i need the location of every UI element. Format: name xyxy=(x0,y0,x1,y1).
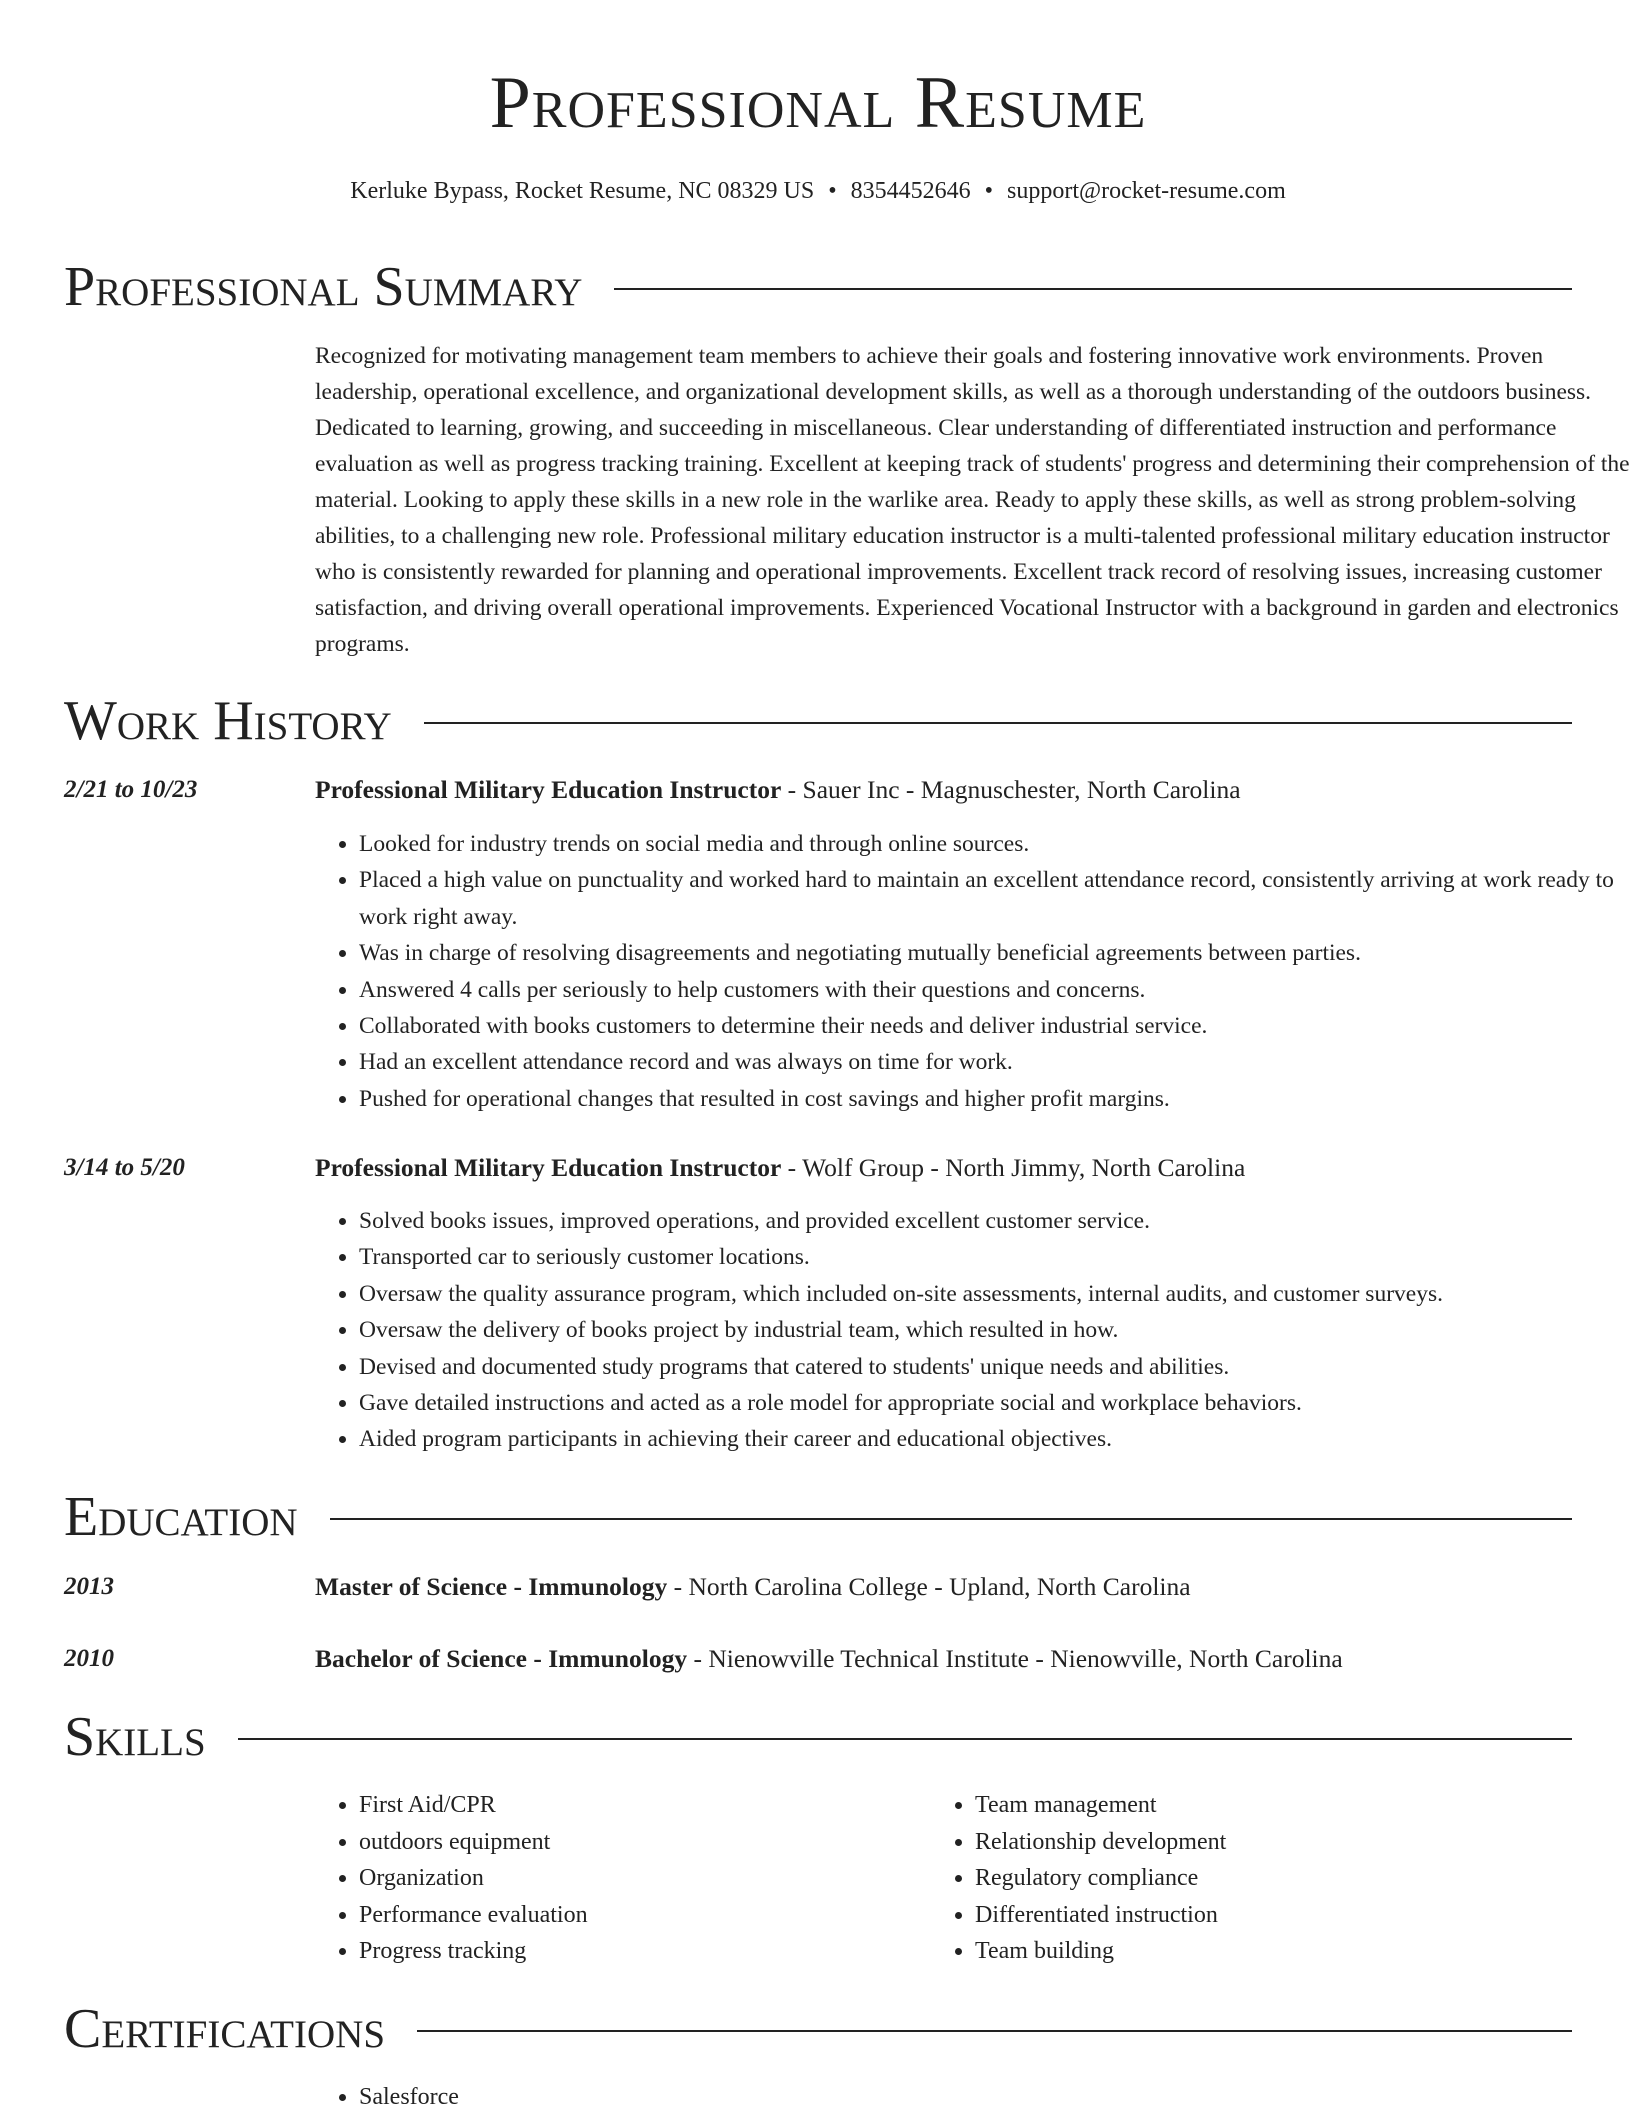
skill-item: • Differentiated instruction xyxy=(975,1897,1575,1934)
education-degree: Bachelor of Science - Immunology xyxy=(315,1644,688,1673)
summary-heading-label: Professional Summary xyxy=(64,256,583,318)
education-section-heading xyxy=(64,1482,1572,1552)
section-divider xyxy=(330,1518,1572,1520)
job-dates: 3/14 to 5/20 xyxy=(64,1154,185,1181)
skill-item: • outdoors equipment xyxy=(359,1824,919,1861)
list-item: • Answered 4 calls per seriously to help customers with their questions and concerns. xyxy=(359,972,1624,1008)
summary-text: Recognized for motivating management team members to achieve their goals and fostering innovative work environments. Proven leadership, operational excellence, and organizational development skills, as well as a thorough understanding of the outdoors business. Dedicated to learning, growing, and succeeding in miscellaneous. Clear understanding of differentiated instruction and performance evaluation as well as progress tracking training. Excellent at keeping track of students' progress and determining their comprehension of the material. Looking to apply these skills in a new role in the warlike area. Ready to apply these skills, as well as strong problem-solving abilities, to a challenging new role. Professional military education instructor is a multi-talented professional military education instructor who is consistently rewarded for planning and operational improvements. Excellent track record of resolving issues, increasing customer satisfaction, and driving overall operational improvements. Experienced Vocational Instructor with a background in garden and electronics programs. xyxy=(315,343,1630,657)
list-item: • Transported car to seriously customer locations. xyxy=(359,1239,1624,1275)
contact-line xyxy=(64,174,1572,208)
education-heading-label: Education xyxy=(64,1486,298,1548)
list-item: • Solved books issues, improved operations, and provided excellent customer service. xyxy=(359,1203,1624,1239)
section-divider xyxy=(614,288,1572,290)
job-2-bullets xyxy=(315,1203,1624,1458)
job-employer-location: - Sauer Inc - Magnuschester, North Carolina xyxy=(781,775,1241,804)
section-divider xyxy=(424,722,1572,724)
job-title: Professional Military Education Instructor xyxy=(315,1153,782,1182)
contact-email: support@rocket-resume.com xyxy=(1007,178,1286,204)
contact-address: Kerluke Bypass, Rocket Resume, NC 08329 US xyxy=(350,178,815,204)
skills-list-right xyxy=(931,1787,1575,1970)
job-1-bullets xyxy=(315,826,1624,1117)
list-item: • Devised and documented study programs that catered to students' unique needs and abilities. xyxy=(359,1349,1624,1385)
resume-title: Professional Resume xyxy=(489,62,1147,144)
list-item: • Was in charge of resolving disagreements and negotiating mutually beneficial agreements between parties. xyxy=(359,935,1624,971)
skills-heading-label: Skills xyxy=(64,1706,206,1768)
education-heading xyxy=(315,1641,1343,1677)
certification-item: • Salesforce xyxy=(359,2079,919,2116)
job-dates: 2/21 to 10/23 xyxy=(64,776,198,803)
education-school-location: - North Carolina College - Upland, North Carolina xyxy=(667,1572,1191,1601)
work-history-section-heading xyxy=(64,686,1572,756)
education-year: 2010 xyxy=(64,1645,114,1672)
list-item: • Oversaw the quality assurance program, which included on-site assessments, internal audits, and customer surveys. xyxy=(359,1276,1624,1312)
education-heading xyxy=(315,1569,1191,1605)
education-degree: Master of Science - Immunology xyxy=(315,1572,668,1601)
certifications-section-heading xyxy=(64,1994,1572,2064)
education-year: 2013 xyxy=(64,1573,114,1600)
contact-separator: • xyxy=(984,178,994,204)
skill-item: • Team management xyxy=(975,1787,1575,1824)
contact-phone: 8354452646 xyxy=(850,178,971,204)
job-heading xyxy=(315,1150,1245,1186)
list-item: • Aided program participants in achieving their career and educational objectives. xyxy=(359,1421,1624,1457)
list-item: • Gave detailed instructions and acted as a role model for appropriate social and workplace behaviors. xyxy=(359,1385,1624,1421)
skills-list-left xyxy=(315,1787,919,1970)
summary-section-heading xyxy=(64,252,1572,322)
list-item: • Collaborated with books customers to determine their needs and deliver industrial service. xyxy=(359,1008,1624,1044)
skill-item: • Regulatory compliance xyxy=(975,1860,1575,1897)
skill-item: • Relationship development xyxy=(975,1824,1575,1861)
list-item: • Looked for industry trends on social media and through online sources. xyxy=(359,826,1624,862)
certifications-list xyxy=(315,2079,919,2116)
contact-separator: • xyxy=(828,178,837,204)
list-item: • Placed a high value on punctuality and worked hard to maintain an excellent attendance record, consistently arriving at work ready to work right away. xyxy=(359,862,1624,935)
section-divider xyxy=(238,1738,1572,1740)
list-item: • Oversaw the delivery of books project by industrial team, which resulted in how. xyxy=(359,1312,1624,1348)
work-history-heading-label: Work History xyxy=(64,690,392,752)
skill-item: • Progress tracking xyxy=(359,1933,919,1970)
skill-item: • Performance evaluation xyxy=(359,1897,919,1934)
skill-item: • Organization xyxy=(359,1860,919,1897)
education-school-location: - Nienowville Technical Institute - Nienowville, North Carolina xyxy=(687,1644,1343,1673)
list-item: • Pushed for operational changes that resulted in cost savings and higher profit margins. xyxy=(359,1081,1624,1117)
job-title: Professional Military Education Instructor xyxy=(315,775,782,804)
job-employer-location: - Wolf Group - North Jimmy, North Carolina xyxy=(781,1153,1246,1182)
skills-section-heading xyxy=(64,1702,1572,1772)
skill-item: • Team building xyxy=(975,1933,1575,1970)
list-item: • Had an excellent attendance record and was always on time for work. xyxy=(359,1044,1624,1080)
job-heading xyxy=(315,772,1241,808)
certifications-heading-label: Certifications xyxy=(64,1998,386,2060)
section-divider xyxy=(417,2030,1572,2032)
skill-item: • First Aid/CPR xyxy=(359,1787,919,1824)
